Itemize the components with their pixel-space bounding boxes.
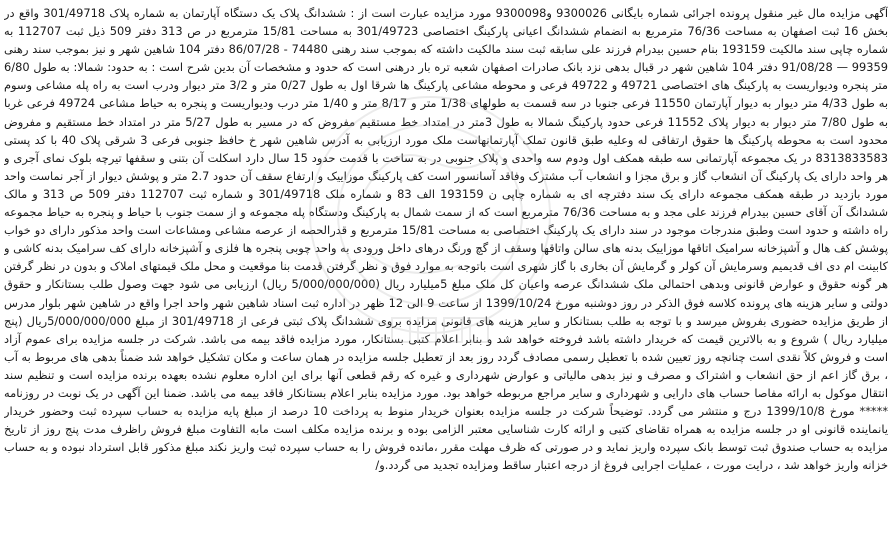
notice-body: آگهی مزایده مال غیر منقول پرونده اجرائی شماره بایگانی 9300026 و9300098 مورد مزایده عبارت است از : ششدانگ پلاک یک دستگاه آپارتمان به شماره پلاک 301/49718 واقع در بخش 16 ثبت اصفهان به مساحت 76/36 مترمربع به انضمام ششدانگ اعیانی پارکینگ اختصاصی 301/49723 به مساحت 15/81 مترمربع در ص 313 دفتر 509 ذیل ثبت 112707 به شماره چاپی سند مالکیت 193159 بنام حسین بیدرام فرزند علی سابقه ثبت سند مالکیت داشته که بموجب سند رهنی 74480 - 86/07/28 دفتر 104 شاهین شهر و نیز بموجب سند رهنی 99359 — 91/08/28 دفتر 104 شاهین شهر در قبال بدهی نزد بانک صادرات اصفهان شعبه تره بار درهنی است که حدود و مشخصات آن بدین شرح است : به حدود: شمالا: به طول 6/80 متر پنجره ودیواریست به پارکینگ های اختصاصی 49721 و 49722 فرعی و محوطه مشاعی پارکینگ ها شرقا اول به طول 0/27 متر و 3/2 متر دیوار ودرب است به راه پله مشاعی وسوم به طول 4/33 متر دیوار به دیوار آپارتمان 11550 فرعی جنوبا در سه قسمت به طولهای 1/38 متر و 8/17 متر و 1/40 متر درب ودیواریست و پنجره به حیاط مشاعی 49724 فرعی غربا به طول 7/80 متر دیوار به دیوار پلاک 11552 فرعی حدود پارکینگ شمالا به طول 3متر در امتداد خط مستقیم مفروض که در مسیر به طول 5/27 متر در امتداد خط مستقیم و مفروض محدود است به محوطه پارکینگ ها حقوق ارتفاقی له وعلیه طبق قانون تملک آپارتمانهاست ملک مورد ارزیابی به آدرس شاهین شهر خ حافظ جنوبی فرعی 3 شرقی پلاک 40 با کد پستی 8313833583 در یک مجموعه آپارتمانی سه طبقه همکف اول ودوم سه واحدی و پلاک جنوبی در به ساخت با قدمت حدود 15 سال دارد اسکلت آن بتنی و سقفها تیرچه بلوک نمای آجری و هر واحد دارای یک پارکینگ آن انشعاب گاز و برق مجزا و انشعاب آب مشترک وفاقد آسانسور است کف پارکینگ موزاییک و ارتفاع سقف آن حدود 2.7 متر و پوشش دیوار از آجر نماست واحد مورد بازدید در طبقه همکف مجموعه دارای یک سند دفترچه ای به شماره چاپی ن 193159 الف 83 و شماره ملک 301/49718 و شماره ثبت 112707 دفتر 509 ص 313 و مالک ششدانگ آن آقای حسین بیدرام فرزند علی مجد و به مساحت 76/36 مترمربع است که از سمت شمال به پارکینگ ودستگاه پله مجموعه و از سمت جنوب با حیاط و پنجره به حیاط مجموعه راه داشته و حدود است وطبق مندرجات موجود در سند دارای یک پارکینگ اختصاصی به مساحت 15/81 مترمربع و قدرالحصه از عرصه مشاعی ومشاعات است واحد مذکور دارای دو خواب پوشش کف هال و آشپزخانه سرامیک اتاقها موزاییک بدنه های سالن واتاقها وسقف از گچ ورنگ درهای داخل ورودی به واحد چوبی پنجره ها فلزی و آشپزخانه دارای کف سرامیک بدنه کاشی و کابینت ام دی اف قدیمیم وسرمایش آن کولر و گرمایش آن بخاری با گاز شهری است باتوجه به موارد فوق و نظر گرفتن قدمت بنا موقعیت و محل ملک قیمتهای املاک و بدون در نظر گرفتن هر گونه حقوق و عوارض قانونی وبدهی احتمالی ملک ششدانگ عرصه واعیان کل ملک مبلغ 5میلیارد ریال (5/000/000/000 ریال) ارزیابی می شود جهت وصول طلب بستانکار و حقوق دولتی و سایر هزینه های پرونده کلاسه فوق الذکر در روز دوشنبه مورخ 1399/10/24 از ساعت 9 الی 12 ظهر در اداره ثبت اسناد شاهین شهر واحد اجرا واقع در شاهین شهر بلوار مدرس از طریق مزایده حضوری بفروش میرسد و با توجه به طلب بستانکار و سایر هزینه های قانونی مزایده بروی ششدانگ پلاک ثبتی فرعی از 301/49718 از مبلغ 5/000/000/000ریال (پنج میلیارد ریال ) شروع و به بالاترین قیمت که خریدار داشته باشد فروخته خواهد شد و بنابر اعلام کتبی بستانکار، مورد مزایده فاقد بیمه می باشد. شرکت در جلسه مزایده برای عموم آزاد است و فروش کلاً نقدی است چنانچه روز تعیین شده با تعطیل رسمی مصادف گردد روز بعد از تعطیل جلسه مزایده در همان ساعت و مکان تشکیل خواهد شد ضمناً بدهی های مربوط به آب ، برق گاز اعم از حق انشعاب و اشتراک و مصرف و نیز بدهی مالیاتی و عوارض شهرداری و غیره که رقم قطعی آنها برای این اداره معلوم نشده بعهده برنده مزایده است و تنظیم سند انتقال موکول به ارائه مفاصا حساب های دارایی و شهرداری و سایر مراجع مربوطه خواهد بود. مورد مزایده بنابر اعلام بستانکار فاقد بیمه می باشد. ضمنا این آگهی در یک نوبت در روزنامه ***** مورخ 1399/10/8 درج و منتشر می گردد. توضیحاً شرکت در جلسه مزایده بعنوان خریدار منوط به پرداخت 10 درصد از مبلغ پایه مزایده به حساب سپرده ثبت وحضور خریدار یانماینده قانونی او در جلسه مزایده به همراه تقاضای کتبی و ارائه کارت شناسایی معتبر الزامی بوده و برنده مزایده مکلف است مابه التفاوت مبلغ فروش راظرف مدت پنج روز از تاریخ مزایده به حساب صندوق ثبت توسط بانک سپرده واریز نماید و در صورتی که ظرف مهلت مقرر ،مانده فروش را به حساب سپرده ثبت واریز نکند مبلغ مذکور قابل استرداد نبوده و به حساب خزانه واریز خواهد شد ، درایت مورت ، عملیات اجرایی فروغ از درجه اعتبار ساقط ومزایده تجدید می گردد.و/ [4, 6, 888, 473]
auction-notice [4, 4, 888, 547]
